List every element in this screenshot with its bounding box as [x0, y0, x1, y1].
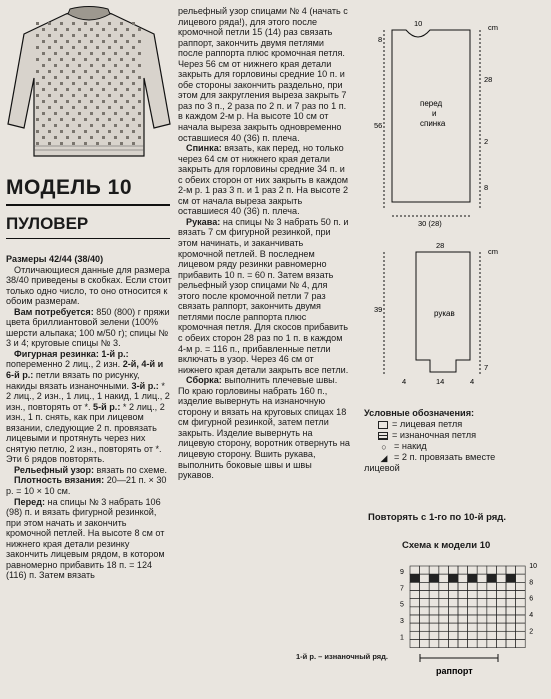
front-paragraph [6, 497, 172, 581]
scheme-cell [458, 574, 468, 582]
front-total-height: 56 [374, 121, 383, 130]
scheme-cell [487, 623, 497, 631]
front-name-line-3: спинка [420, 119, 446, 128]
scheme-cell [468, 607, 478, 615]
front-neck-width: 10 [414, 20, 423, 28]
scheme-cell [496, 574, 506, 582]
scheme-cell [506, 590, 516, 598]
scheme-cell [410, 631, 420, 639]
scheme-row-label-right: 2 [529, 628, 534, 636]
scheme-row-label-right: 4 [529, 611, 534, 619]
sleeve-paragraph [178, 217, 350, 375]
scheme-cell [458, 631, 468, 639]
title-rule [6, 204, 170, 206]
scheme-cell [477, 639, 487, 647]
front-rib-height: 8 [484, 183, 489, 192]
materials-paragraph [6, 307, 172, 349]
legend-item-knit: = лицевая петля [378, 419, 548, 430]
sleeve-heading: Рукава: [186, 216, 221, 227]
scheme-cell [410, 639, 420, 647]
scheme-cell [448, 590, 458, 598]
model-subtitle: ПУЛОВЕР [6, 214, 89, 233]
scheme-cell [439, 607, 449, 615]
sleeve-cuff-height: 7 [484, 363, 489, 372]
rib-row-3-heading: 3-й р.: [131, 380, 159, 391]
scheme-cell [410, 590, 420, 598]
scheme-cell [439, 590, 449, 598]
sleeve-right-4: 4 [470, 377, 475, 386]
scheme-cell [477, 566, 487, 574]
scheme-cell [516, 631, 526, 639]
scheme-cell [420, 639, 430, 647]
scheme-cell [448, 623, 458, 631]
scheme-cell [410, 607, 420, 615]
scheme-cell [448, 631, 458, 639]
scheme-cell [477, 590, 487, 598]
scheme-cell [487, 590, 497, 598]
scheme-cell [468, 566, 478, 574]
scheme-cell [516, 574, 526, 582]
sleeve-left-4: 4 [402, 377, 407, 386]
subtitle-rule [6, 238, 170, 239]
yarnover-icon: ○ [381, 441, 387, 452]
legend-item-yarnover: ○ = накид [378, 441, 548, 452]
front-name-line-1: перед [420, 99, 443, 108]
front-heading: Перед: [14, 496, 46, 507]
sleeve-name: рукав [434, 309, 455, 318]
scheme-cell [458, 599, 468, 607]
scheme-cell [506, 566, 516, 574]
scheme-row-label-left: 5 [400, 601, 404, 609]
front-name-line-2: и [432, 109, 437, 118]
legend-tail: лицевой [364, 463, 400, 473]
scheme-cell [516, 615, 526, 623]
scheme-cell [468, 631, 478, 639]
scheme-cell [487, 607, 497, 615]
scheme-cell [420, 623, 430, 631]
front-label-2: 2 [484, 137, 489, 146]
scheme-cell [477, 607, 487, 615]
scheme-cell [429, 639, 439, 647]
scheme-cell [516, 566, 526, 574]
relief-paragraph [6, 465, 172, 476]
scheme-cell [439, 639, 449, 647]
scheme-cell [468, 623, 478, 631]
scheme-cell [439, 631, 449, 639]
scheme-row-label-left: 3 [400, 617, 404, 625]
scheme-cell [429, 574, 439, 582]
legend-item-k2tog: ◢ = 2 п. провязать вместе [378, 452, 548, 463]
rib-paragraph [6, 349, 172, 465]
scheme-cell [487, 566, 497, 574]
scheme-cell [429, 623, 439, 631]
scheme-row-label-right: 6 [529, 595, 534, 603]
scheme-cell [516, 607, 526, 615]
sweater-illustration [4, 6, 174, 174]
scheme-cell [448, 566, 458, 574]
scheme-cell [439, 566, 449, 574]
scheme-row-label-left: 7 [400, 585, 404, 593]
assembly-text: выполнить плечевые швы. По краю горловины набрать 160 п., изделие вывернуть на изнаночную сторону и вязать на круговых спицах 18 см фигурной резинкой, затем петли закрыть. Изделие вывернуть на лицевую сторону, воротник отвернуть на лицевую сторону. Вшить рукава, выполнить боковые швы и швы рукавов. [178, 375, 350, 481]
scheme-cell [516, 639, 526, 647]
scheme-cell [410, 599, 420, 607]
front-cm-label: cm [488, 23, 498, 32]
assembly-paragraph [178, 375, 350, 480]
sleeve-text: на спицы № 3 набрать 50 п. и вязать 7 см фигурной резинкой, при этом начинать, и заканчивать кромочной петлей. В последнем лицевом ряду резинки равномерно прибавить 10 п. = 60 п. Затем вязать рельефный узор спицами № 4, для этого после кромочной петли 7 раз связать раппорт, закончить двумя петлями после раппорта плюс кромочная петля. Для скосов прибавить с обеих сторон 28 раз по 1 п. в каждом 4-м р. = 116 п., прибавленные петли включать в узор. Через 46 см от нижнего края детали закрыть все петли. [178, 216, 349, 375]
scheme-cell [487, 615, 497, 623]
scheme-cell [439, 574, 449, 582]
scheme-cell [516, 582, 526, 590]
scheme-cell [420, 566, 430, 574]
scheme-cell [458, 582, 468, 590]
relief-continuation: рельефный узор спицами № 4 (начать с лицевого ряда!), для этого после кромочной петли 15 (14) раз связать раппорт, закончить двумя петлями после раппорта плюс кромочная петля. Через 56 см от нижнего края детали закрыть для горловины средние 10 п. и обе стороны закончить раздельно, при этом для закругления выреза закрыть 7 раз по 3 п., 2 раза по 2 п. и 7 раз по 1 п. в каждом 2-м р. На высоте 10 см от начала выреза закрыть одновременно оставшиеся 40 (36) п. плеча. [178, 6, 348, 143]
scheme-cell [410, 574, 420, 582]
scheme-cell [420, 590, 430, 598]
scheme-cell [516, 599, 526, 607]
sleeve-mid-14: 14 [436, 377, 445, 386]
sleeve-length: 39 [374, 305, 383, 314]
rib-row-5-heading: 5-й р.: [93, 401, 121, 412]
sizes-line: Размеры 42/44 (38/40) [6, 254, 104, 264]
scheme-cell [429, 599, 439, 607]
scheme-cell [496, 599, 506, 607]
model-title: МОДЕЛЬ 10 [6, 176, 133, 199]
gauge-text: 20—21 п. × 30 р. = 10 × 10 см. [6, 475, 167, 497]
scheme-cell [458, 566, 468, 574]
front-armhole-height: 28 [484, 75, 493, 84]
sleeve-diagram [384, 252, 480, 376]
scheme-cell [458, 607, 468, 615]
front-neck-depth: 8 [378, 35, 383, 44]
gauge-paragraph [6, 475, 172, 496]
relief-text: вязать по схеме. [94, 464, 168, 475]
scheme-cell [506, 631, 516, 639]
scheme-cell [468, 599, 478, 607]
front-bottom-width: 30 (28) [418, 219, 442, 228]
scheme-cell [487, 574, 497, 582]
scheme-cell [506, 615, 516, 623]
scheme-cell [506, 574, 516, 582]
sleeve-cm-label: cm [488, 247, 498, 256]
scheme-cell [458, 590, 468, 598]
scheme-cell [458, 615, 468, 623]
scheme-cell [458, 639, 468, 647]
scheme-cell [429, 590, 439, 598]
knit-stitch-icon [378, 421, 388, 429]
scheme-cell [516, 590, 526, 598]
scheme-cell [420, 615, 430, 623]
back-text: вязать, как перед, но только через 64 см от нижнего края детали закрыть для горловины средние 34 п. и с обеих сторон от них закрыть в каждом 2-м р. 1 раз 3 п. и 1 раз 2 п. На высоте 2 см от начала выреза закрыть оставшиеся 40 (36) п. плеча. [178, 143, 349, 217]
scheme-cell [506, 582, 516, 590]
scheme-cell [420, 599, 430, 607]
instructions-column-2 [178, 6, 350, 481]
scheme-cell [439, 599, 449, 607]
scheme-cell [477, 615, 487, 623]
scheme-cell [477, 631, 487, 639]
scheme-cell [448, 607, 458, 615]
scheme-cell [468, 615, 478, 623]
materials-heading: Вам потребуется: [14, 306, 94, 317]
assembly-heading: Сборка: [186, 375, 222, 386]
sleeve-top-width: 28 [436, 241, 445, 250]
scheme-row-label-right: 8 [529, 579, 534, 587]
intro-paragraph: Отличающиеся данные для размера 38/40 приведены в скобках. Если стоит только одно число, то оно относится к обоим размерам. [6, 264, 172, 307]
scheme-row-label-right: 10 [529, 563, 537, 570]
pattern-diagrams [370, 20, 548, 410]
scheme-cell [439, 623, 449, 631]
scheme-cell [516, 623, 526, 631]
scheme-cell [468, 582, 478, 590]
back-heading: Спинка: [186, 143, 222, 154]
front-text: на спицы № 3 набрать 106 (98) п. и вязать фигурной резинкой, при этом начать и закончить кромочной петлей. На высоте 8 см от нижнего края детали резинку закончить лицевым рядом, в котором равномерно прибавить 18 п. = 124 (116) п. Затем вязать [6, 496, 165, 581]
rib-heading: Фигурная резинка: 1-й р.: [14, 348, 129, 359]
scheme-cell [410, 566, 420, 574]
scheme-cell [468, 574, 478, 582]
purl-stitch-icon [378, 432, 388, 440]
scheme-cell [429, 631, 439, 639]
rib-row-2: петли вязать по рисунку, накиды вязать изнаночными. [6, 370, 140, 391]
scheme-cell [448, 582, 458, 590]
scheme-title: Схема к модели 10 [402, 540, 491, 551]
repeat-note: Повторять с 1-го по 10-й ряд. [368, 512, 506, 523]
rapport-label: раппорт [436, 666, 473, 676]
scheme-cell [487, 631, 497, 639]
instructions-column-1 [6, 254, 172, 581]
scheme-cell [439, 615, 449, 623]
scheme-row-label-left: 1 [400, 634, 404, 642]
scheme-cell [429, 607, 439, 615]
scheme-cell [477, 623, 487, 631]
gauge-heading: Плотность вязания: [14, 475, 105, 486]
scheme-cell [506, 599, 516, 607]
scheme-row-label-left: 9 [400, 569, 404, 576]
rib-row-2-heading: 2-й, 4-й и 6-й р.: [6, 359, 164, 381]
scheme-cell [429, 566, 439, 574]
stitch-scheme [396, 550, 546, 690]
scheme-cell [496, 615, 506, 623]
scheme-cell [487, 599, 497, 607]
scheme-cell [448, 599, 458, 607]
rib-row-5: * 2 лиц., 2 изн., 1 п. снять, как при лицевом вязании, следующие 2 п. провязать лицевыми и протянуть через них снятую петлю, 2 изн., повторять от *. Эти 6 рядов повторять. [6, 401, 165, 465]
materials-text: 850 (800) г пряжи цвета бриллиантовой зелени (100% шерсти альпака; 100 м/50 г); спицы № 3 и 4; круговые спицы № 3. [6, 306, 170, 349]
scheme-cell [496, 566, 506, 574]
scheme-cell [458, 623, 468, 631]
scheme-cell [448, 615, 458, 623]
scheme-cell [496, 623, 506, 631]
scheme-cell [420, 631, 430, 639]
rib-row-1: попеременно 2 лиц., 2 изн. [6, 359, 123, 370]
scheme-cell [477, 599, 487, 607]
scheme-cell [410, 582, 420, 590]
scheme-cell [487, 582, 497, 590]
scheme-cell [410, 623, 420, 631]
scheme-cell [496, 607, 506, 615]
scheme-cell [420, 582, 430, 590]
scheme-cell [477, 582, 487, 590]
scheme-cell [439, 582, 449, 590]
scheme-cell [420, 574, 430, 582]
scheme-cell [468, 590, 478, 598]
scheme-cell [448, 639, 458, 647]
scheme-cell [506, 639, 516, 647]
scheme-cell [429, 615, 439, 623]
scheme-cell [506, 623, 516, 631]
scheme-cell [410, 615, 420, 623]
scheme-cell [429, 582, 439, 590]
scheme-cell [487, 639, 497, 647]
scheme-cell [496, 582, 506, 590]
scheme-cell [420, 607, 430, 615]
k2tog-icon: ◢ [380, 452, 388, 463]
back-paragraph [178, 143, 350, 217]
scheme-cell [496, 631, 506, 639]
legend-item-purl: = изнаночная петля [378, 430, 548, 441]
scheme-cell [496, 590, 506, 598]
rib-row-3: * 2 лиц., 2 изн., 1 лиц., 1 накид, 1 лиц., 2 изн., повторять от *. [6, 380, 170, 412]
scheme-cell [448, 574, 458, 582]
legend [364, 408, 548, 474]
scheme-cell [506, 607, 516, 615]
footnote: 1-й р. – изнаночный ряд. [296, 652, 389, 661]
scheme-cell [468, 639, 478, 647]
relief-heading: Рельефный узор: [14, 464, 95, 475]
scheme-cell [477, 574, 487, 582]
scheme-cell [496, 639, 506, 647]
legend-title: Условные обозначения: [364, 408, 475, 418]
